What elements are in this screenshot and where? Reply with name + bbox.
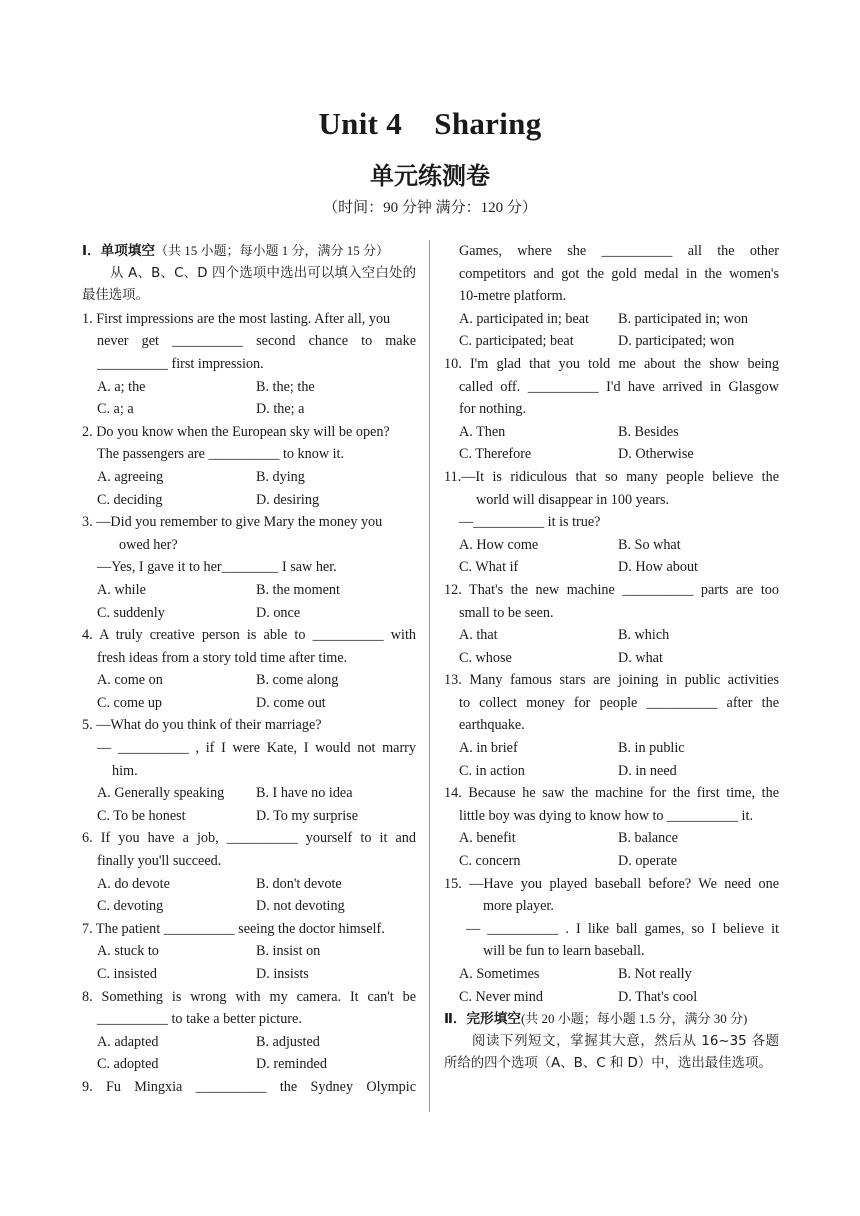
question-line: small to be seen. (459, 604, 554, 621)
section-1-label: Ⅰ．单项填空 (82, 243, 156, 259)
question-line: 10. I'm glad that you told me about the show being (444, 355, 779, 372)
option-c[interactable]: C. What if (459, 559, 519, 576)
option-b[interactable]: B. don't devote (256, 875, 342, 892)
question-line: more player. (483, 898, 554, 915)
option-d[interactable]: D. in need (618, 762, 677, 779)
option-c[interactable]: C. deciding (97, 491, 163, 508)
question-line: finally you'll succeed. (97, 853, 222, 870)
option-c[interactable]: C. To be honest (97, 807, 186, 824)
option-grid (444, 827, 779, 872)
option-d[interactable]: D. come out (256, 694, 326, 711)
section-1-info: （共 15 小题；每小题 1 分，满分 15 分） (155, 243, 390, 258)
question-line: 13. Many famous stars are joining in public activities (444, 672, 779, 689)
option-d[interactable]: D. the; a (256, 401, 305, 418)
question-line: never get __________ second chance to make (97, 333, 416, 350)
option-b[interactable]: B. the moment (256, 581, 340, 598)
question-2 (82, 421, 416, 511)
option-d[interactable]: D. what (618, 649, 663, 666)
column-divider (429, 240, 430, 1112)
question-line: — __________ , if I were Kate, I would not marry (97, 740, 416, 757)
question-3 (82, 511, 416, 624)
question-line: 1. First impressions are the most lasting. After all, you (82, 310, 391, 327)
option-grid (82, 940, 416, 985)
question-line: competitors and got the gold medal in the women's (459, 265, 779, 282)
option-c[interactable]: C. adopted (97, 1056, 159, 1073)
question-line: 12. That's the new machine __________ parts are too (444, 581, 779, 598)
page-subtitle: 单元练测卷 (370, 162, 490, 190)
question-8 (82, 986, 416, 1076)
option-d[interactable]: D. That's cool (618, 988, 698, 1005)
option-grid (82, 466, 416, 511)
option-c[interactable]: C. whose (459, 649, 512, 666)
question-line: owed her? (119, 536, 178, 553)
question-line: fresh ideas from a story told time after time. (97, 649, 348, 666)
option-grid (82, 669, 416, 714)
option-b[interactable]: B. the; the (256, 378, 315, 395)
option-a[interactable]: A. agreeing (97, 468, 164, 485)
option-a[interactable]: A. Sometimes (459, 966, 540, 982)
question-line: __________ to take a better picture. (97, 1011, 302, 1028)
option-d[interactable]: D. Otherwise (618, 446, 694, 463)
option-a[interactable]: A. benefit (459, 830, 516, 847)
option-d[interactable]: D. once (256, 604, 301, 621)
question-line: —__________ it is true? (459, 514, 601, 531)
question-line: world will disappear in 100 years. (476, 491, 670, 508)
question-line: 15. —Have you played baseball before? We need one (444, 875, 779, 892)
option-c[interactable]: C. a; a (97, 401, 134, 418)
option-d[interactable]: D. How about (618, 559, 698, 576)
question-line: 5. —What do you think of their marriage? (82, 717, 322, 734)
question-13 (444, 669, 779, 782)
option-b[interactable]: B. So what (618, 536, 681, 553)
option-grid (444, 737, 779, 782)
option-a[interactable]: A. do devote (97, 875, 170, 892)
question-line: little boy was dying to know how to __________ it. (459, 807, 753, 824)
question-line: 11.—It is ridiculous that so many people believe the (444, 468, 779, 485)
question-line: 3. —Did you remember to give Mary the money you (82, 514, 383, 531)
question-9-line: 9. Fu Mingxia __________ the Sydney Olympic (82, 1078, 416, 1095)
question-line: 2. Do you know when the European sky will be open? (82, 423, 390, 440)
question-14 (444, 782, 779, 872)
option-b[interactable]: B. which (618, 627, 670, 644)
option-grid (82, 873, 416, 918)
section-1-header (82, 240, 416, 263)
section-1-instructions: 从 A、B、C、D 四个选项中选出可以填入空白处的最佳选项。 (82, 265, 416, 304)
question-line: —Yes, I gave it to her________ I saw her. (97, 559, 337, 576)
option-grid (82, 376, 416, 421)
option-d[interactable]: D. reminded (256, 1056, 327, 1073)
option-a[interactable]: A. stuck to (97, 943, 159, 960)
option-c[interactable]: C. come up (97, 694, 163, 711)
option-grid (444, 308, 779, 353)
question-9 (444, 240, 779, 353)
left-column (82, 240, 416, 1099)
question-10 (444, 353, 779, 466)
option-a[interactable]: A. come on (97, 672, 163, 689)
option-b[interactable]: B. Not really (618, 966, 692, 982)
option-c[interactable]: C. concern (459, 853, 521, 870)
question-5 (82, 714, 416, 827)
question-line: 6. If you have a job, __________ yourself to it and (82, 830, 416, 847)
option-b[interactable]: B. in public (618, 740, 685, 757)
option-b[interactable]: B. Besides (618, 423, 679, 440)
question-4 (82, 624, 416, 714)
question-line: 7. The patient __________ seeing the doctor himself. (82, 920, 385, 937)
option-c[interactable]: C. insisted (97, 966, 157, 982)
option-d[interactable]: D. desiring (256, 491, 320, 508)
option-c[interactable]: C. Therefore (459, 446, 532, 463)
option-b[interactable]: B. adjusted (256, 1033, 320, 1050)
option-c[interactable]: C. devoting (97, 898, 164, 915)
question-line: — __________ . I like ball games, so I believe it (466, 920, 779, 937)
option-a[interactable]: A. while (97, 581, 146, 598)
option-grid (444, 421, 779, 466)
question-line: him. (112, 762, 138, 779)
question-line: __________ first impression. (97, 355, 264, 372)
option-a[interactable]: A. a; the (97, 378, 146, 395)
question-line: 14. Because he saw the machine for the first time, the (444, 785, 779, 802)
section-2-instructions: 阅读下列短文，掌握其大意，然后从 16~35 各题所给的四个选项（A、B、C 和 D）中，选出最佳选项。 (444, 1033, 779, 1072)
option-d[interactable]: D. To my surprise (256, 807, 358, 824)
question-7 (82, 918, 416, 986)
option-a[interactable]: A. participated in; beat (459, 310, 590, 327)
question-line: 10-metre platform. (459, 288, 567, 305)
right-column (444, 240, 779, 1076)
option-grid (82, 1031, 416, 1076)
option-a[interactable]: A. How come (459, 536, 539, 553)
page-title: Unit 4 Sharing (318, 106, 542, 141)
question-line: 4. A truly creative person is able to __________ with (82, 627, 416, 644)
option-b[interactable]: B. come along (256, 672, 339, 689)
section-2-info: (共 20 小题；每小题 1.5 分，满分 30 分) (520, 1011, 748, 1027)
section-2-header (444, 1008, 779, 1031)
section-2-label: Ⅱ．完形填空 (444, 1011, 521, 1028)
question-line: Games, where she __________ all the other (459, 243, 779, 259)
option-b[interactable]: B. insist on (256, 943, 321, 960)
option-grid (444, 534, 779, 579)
option-b[interactable]: B. dying (256, 468, 305, 485)
option-grid (444, 624, 779, 669)
option-grid (82, 579, 416, 624)
question-15 (444, 873, 779, 1009)
option-b[interactable]: B. I have no idea (256, 785, 353, 802)
option-b[interactable]: B. participated in; won (618, 310, 749, 327)
option-c[interactable]: C. in action (459, 762, 525, 779)
question-line: called off. __________ I'd have arrived in Glasgow (459, 378, 779, 395)
option-c[interactable]: C. suddenly (97, 604, 165, 621)
option-grid (82, 782, 416, 827)
time-info: （时间：90 分钟 满分：120 分） (323, 200, 537, 216)
option-d[interactable]: D. participated; won (618, 333, 735, 350)
option-b[interactable]: B. balance (618, 830, 678, 847)
question-6 (82, 827, 416, 917)
option-c[interactable]: C. participated; beat (459, 333, 574, 350)
question-line: for nothing. (459, 401, 526, 418)
question-line: earthquake. (459, 717, 525, 734)
question-1 (82, 308, 416, 421)
question-line: will be fun to learn baseball. (483, 943, 645, 960)
option-a[interactable]: A. in brief (459, 740, 518, 757)
option-d[interactable]: D. not devoting (256, 898, 345, 915)
option-d[interactable]: D. operate (618, 853, 678, 870)
option-a[interactable]: A. Generally speaking (97, 785, 225, 802)
question-line: to collect money for people __________ after the (459, 694, 779, 711)
option-a[interactable]: A. that (459, 627, 498, 644)
question-12 (444, 579, 779, 669)
option-d[interactable]: D. insists (256, 966, 309, 982)
option-a[interactable]: A. adapted (97, 1033, 159, 1050)
option-c[interactable]: C. Never mind (459, 988, 543, 1005)
option-grid (444, 963, 779, 1008)
option-a[interactable]: A. Then (459, 423, 506, 440)
question-11 (444, 466, 779, 579)
question-line: 8. Something is wrong with my camera. It can't be (82, 988, 416, 1005)
question-line: The passengers are __________ to know it. (97, 446, 345, 463)
